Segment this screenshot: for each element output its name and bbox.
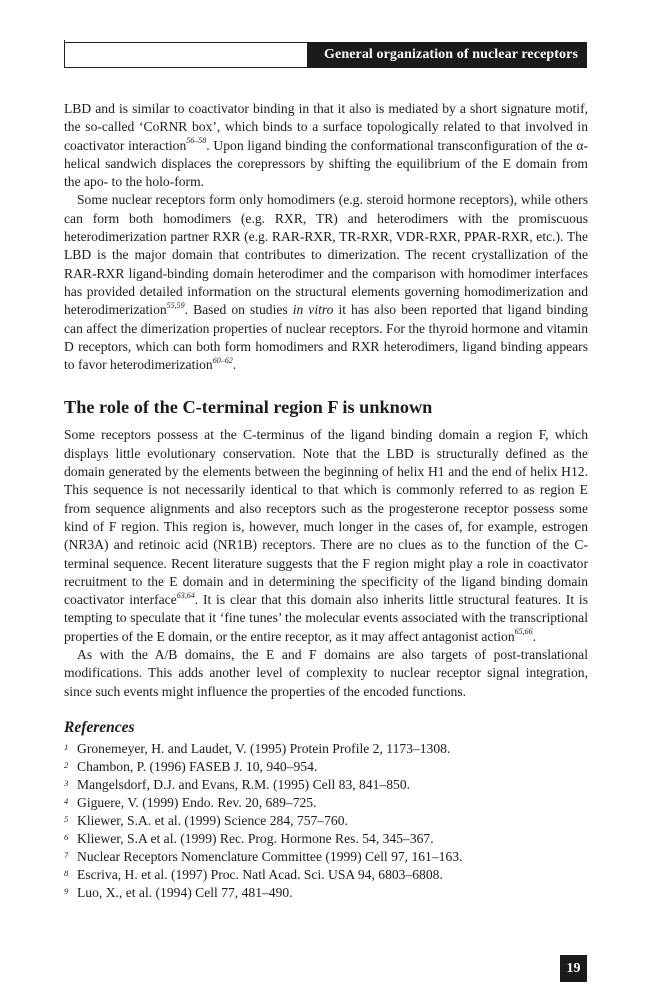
reference-item [64, 740, 588, 758]
reference-item [64, 794, 588, 812]
running-header-text: General organization of nuclear receptors [324, 47, 578, 62]
reference-number: 7 [64, 849, 69, 860]
paragraph-dimerization [64, 191, 588, 374]
text-run: LBD and is similar to coactivator binding in that it also is mediated by a short signature motif, the so-called ‘CoRNR box’, which binds to a surface topologically related to that involved in coactivator interaction [64, 101, 588, 153]
citation: 56–58 [186, 136, 207, 146]
reference-number: 1 [64, 741, 69, 752]
reference-text: Escriva, H. et al. (1997) Proc. Natl Acad. Sci. USA 94, 6803–6808. [77, 866, 443, 882]
reference-text: Kliewer, S.A. et al. (1999) Science 284, 757–760. [77, 812, 348, 828]
reference-item [64, 884, 588, 902]
reference-item [64, 812, 588, 830]
reference-text: Kliewer, S.A et al. (1999) Rec. Prog. Hormone Res. 54, 345–367. [77, 830, 434, 846]
paragraph-region-f [64, 426, 588, 646]
reference-number: 9 [64, 885, 69, 896]
text-run: Some receptors possess at the C-terminus of the ligand binding domain a region F, which displays little evolutionary conservation. Note that the LBD is structurally defined as the domain generated by the elements between the beginning of helix H1 and the end of helix H12. This sequence is not necessarily identical to that which is commonly referred to as region E from sequence alignments and also receptors such as the progesterone receptor possess some kind of F region. This region is, however, much longer in the cases of, for example, estrogen (NR3A) and retinoic acid (NR1B) receptors. There are no clues as to the function of the C-terminal sequence. Recent literature suggests that the F region might play a role in coactivator recruitment to the E domain and in determining the specificity of the ligand binding domain coactivator interface [64, 427, 588, 608]
text-run: Some nuclear receptors form only homodimers (e.g. steroid hormone receptors), while others can form both homodimers (e.g. RXR, TR) and heterodimers with the promiscuous heterodimerization partner RXR (e.g. RAR-RXR, TR-RXR, VDR-RXR, PPAR-RXR, etc.). The LBD is the major domain that contributes to dimerization. The recent crystallization of the RAR-RXR ligand-binding domain heterodimer and the comparison with homodimer interfaces has provided detailed information on the structural elements governing homodimerization and heterodimerization [64, 192, 588, 318]
reference-number: 8 [64, 867, 69, 878]
text-run: it has also been reported that ligand binding can affect the dimerization properties of nuclear receptors. For the thyroid hormone and vitamin D receptors, which can both form homodimers and RXR heterodimers, ligand binding appears to favor heterodimerization [64, 302, 588, 373]
page-body [64, 100, 588, 902]
reference-text: Giguere, V. (1999) Endo. Rev. 20, 689–725. [77, 794, 317, 810]
section-heading: The role of the C-terminal region F is unknown [64, 397, 433, 418]
citation: 65,66 [514, 627, 533, 637]
reference-number: 3 [64, 777, 69, 788]
text-run: . Based on studies [184, 302, 293, 318]
reference-item [64, 776, 588, 794]
reference-text: Nuclear Receptors Nomenclature Committee (1999) Cell 97, 161–163. [77, 848, 463, 864]
reference-number: 5 [64, 813, 69, 824]
text-run: . [532, 628, 537, 644]
reference-list [64, 740, 588, 902]
reference-text: Mangelsdorf, D.J. and Evans, R.M. (1995) Cell 83, 841–850. [77, 776, 411, 792]
reference-item [64, 830, 588, 848]
citation: 63,64 [176, 590, 195, 600]
reference-item [64, 758, 588, 776]
reference-item [64, 866, 588, 884]
text-run: . [232, 357, 237, 373]
reference-number: 2 [64, 759, 69, 770]
references-heading: References [64, 718, 135, 736]
page-number: 19 [560, 955, 587, 982]
reference-text: Gronemeyer, H. and Laudet, V. (1995) Protein Profile 2, 1173–1308. [77, 740, 451, 756]
reference-text: Chambon, P. (1996) FASEB J. 10, 940–954. [77, 758, 318, 774]
italic-term: in vitro [292, 302, 334, 318]
citation: 60–62 [212, 355, 233, 365]
text-run: . Upon ligand binding the conformational transconfiguration of the α-helical sandwich displaces the corepressors by shifting the equilibrium of the E domain from the apo- to the holo-form. [64, 137, 588, 190]
paragraph-corepressor [64, 100, 588, 191]
text-run: . It is clear that this domain also inherits little structural features. It is tempting to speculate that it ‘fine tunes’ the molecular events associated with the transcriptional properties of the E domain, or the entire receptor, as it may affect antagonist action [64, 592, 588, 644]
reference-number: 4 [64, 795, 69, 806]
paragraph-modifications [64, 646, 588, 701]
running-header-title [307, 42, 587, 68]
citation: 55,59 [166, 300, 185, 310]
text-run: As with the A/B domains, the E and F domains are also targets of post-translational modifications. This adds another level of complexity to nuclear receptor signal integration, since such events might influence the properties of the encoded functions. [64, 647, 588, 699]
reference-item [64, 848, 588, 866]
reference-number: 6 [64, 831, 69, 842]
reference-text: Luo, X., et al. (1994) Cell 77, 481–490. [77, 884, 293, 900]
